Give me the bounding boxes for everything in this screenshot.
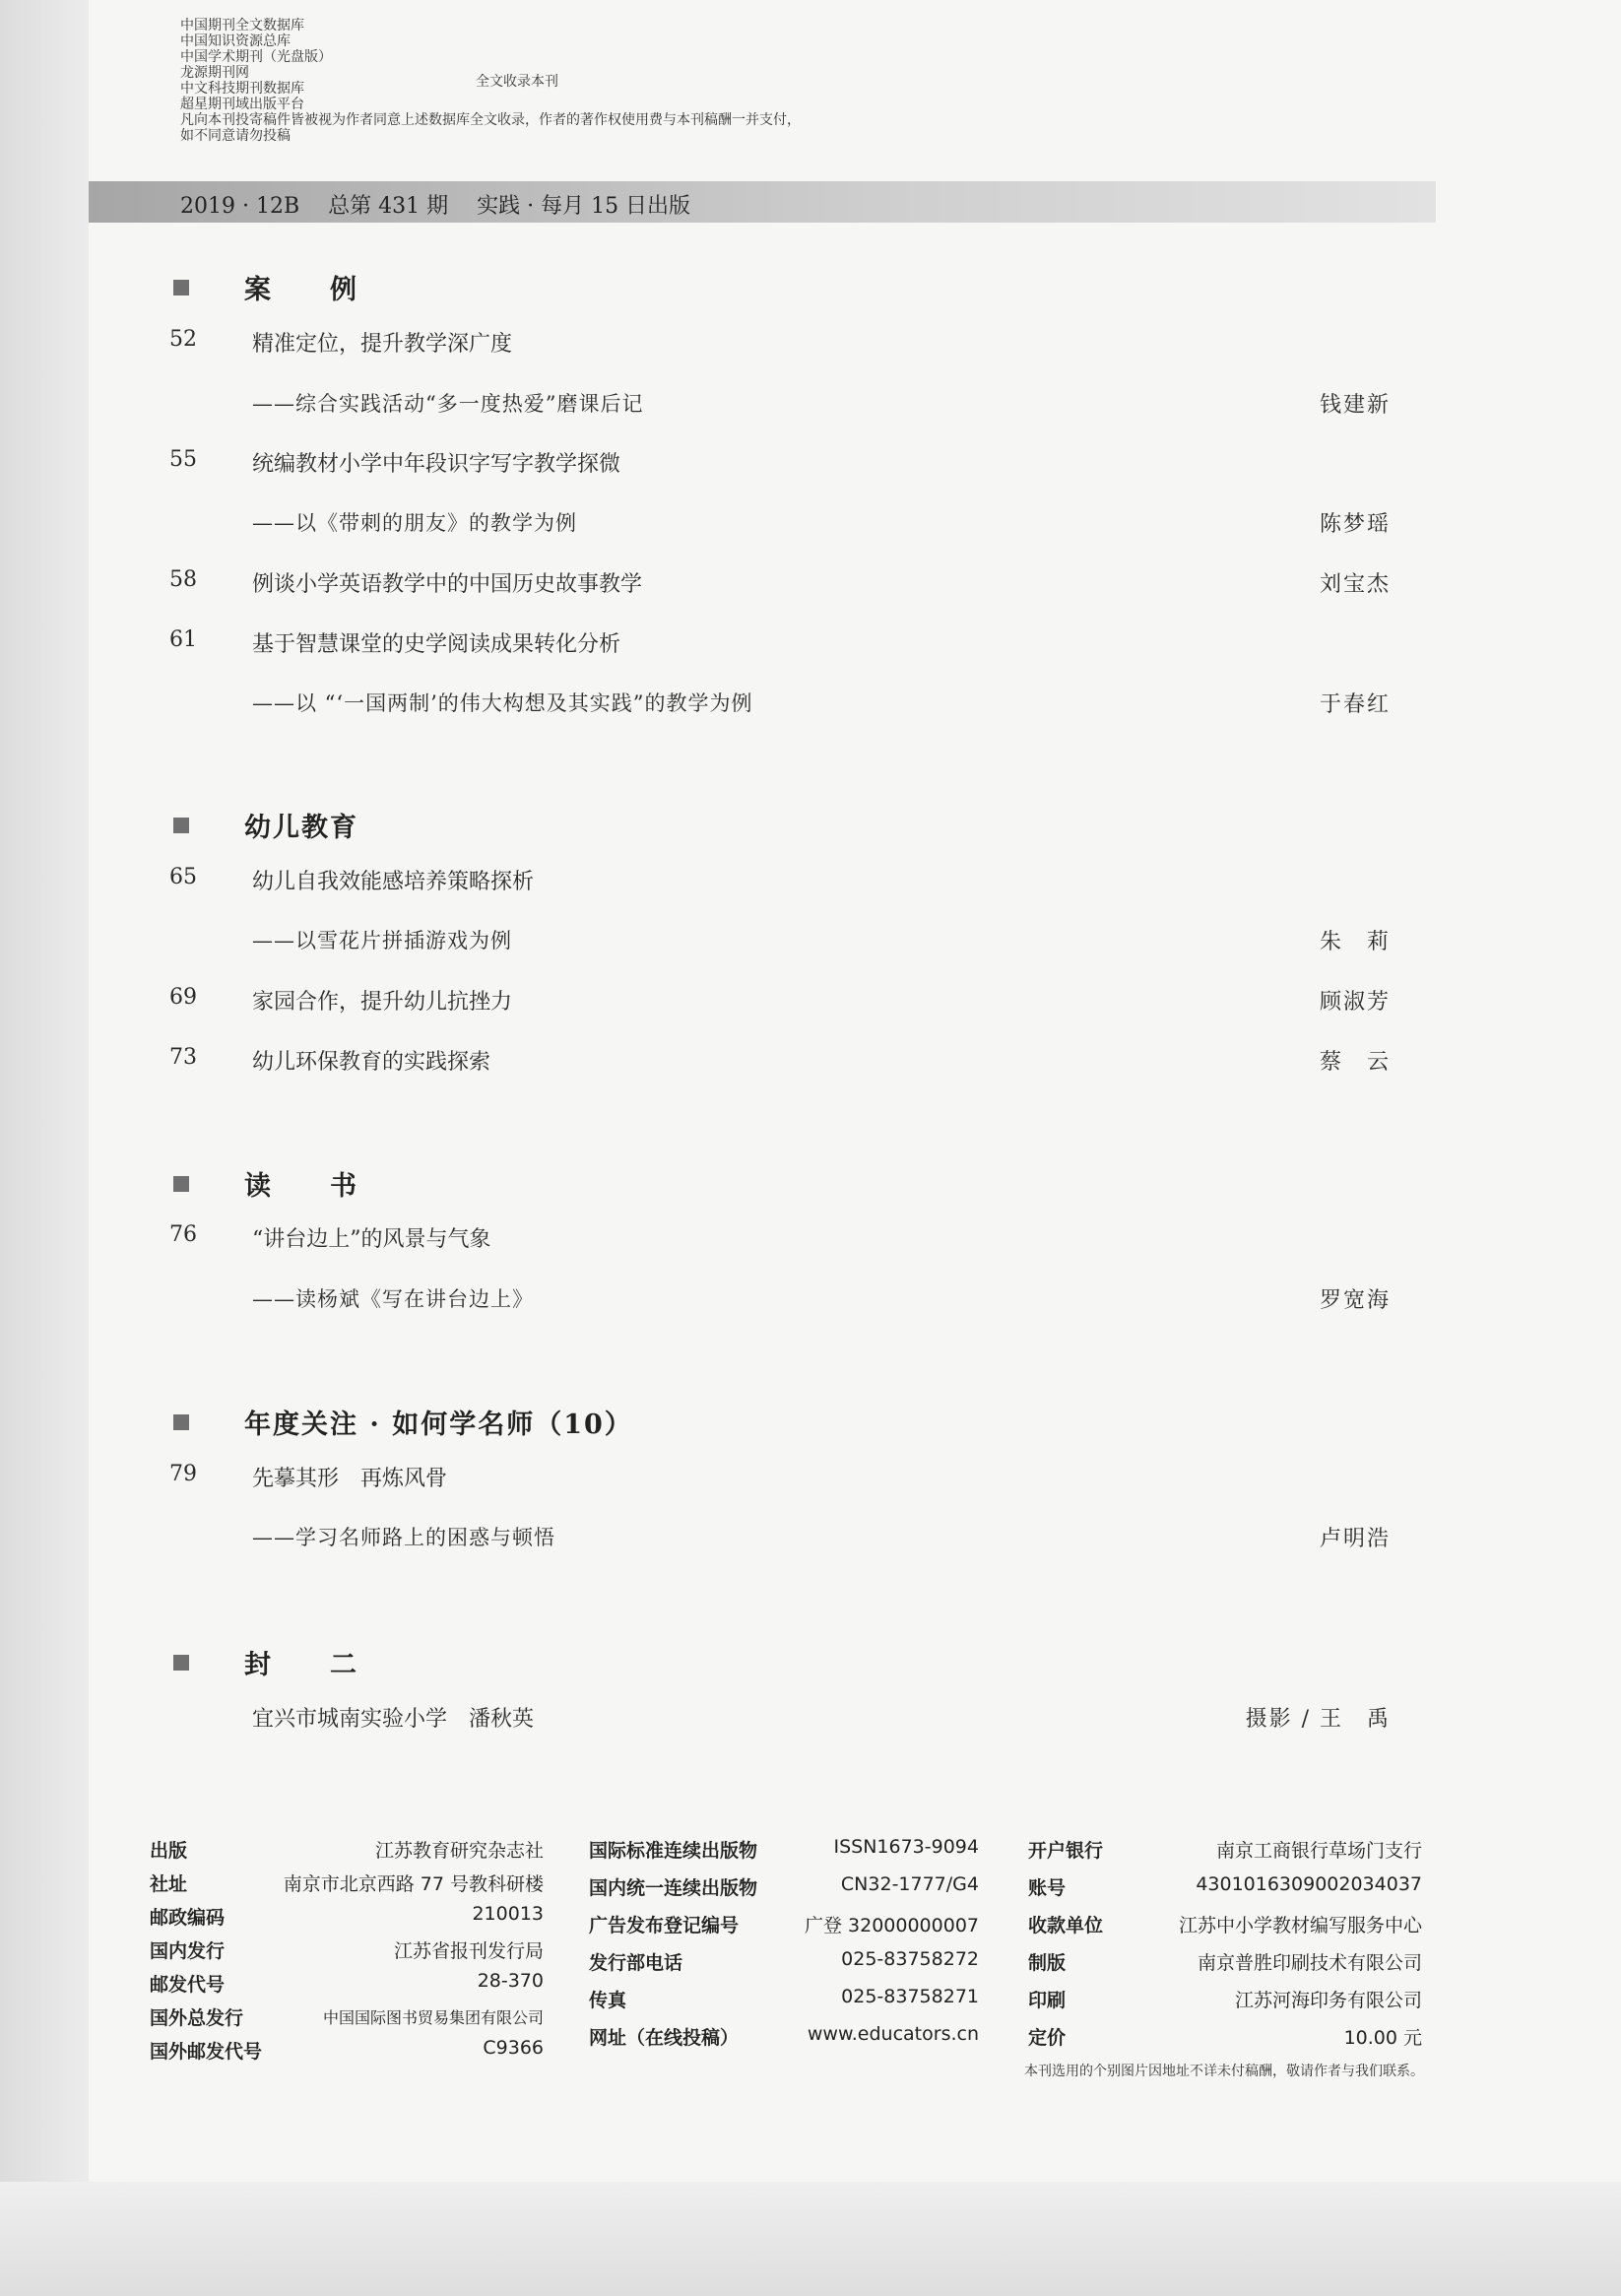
info-row [589,1986,979,2012]
info-label: 邮发代号 [150,1974,226,1996]
database-item: 龙源期刊网 [180,65,249,81]
info-value: 025-83758271 [841,1986,979,2007]
database-item: 超星期刊域出版平台 [180,97,304,112]
article-author: 刘宝杰 [1319,572,1391,597]
info-label: 账号 [1028,1877,1067,1899]
info-row [589,1911,979,1937]
toc-subtitle-row [169,1522,1391,1553]
article-subtitle: ——以《带刺的朋友》的教学为例 [252,511,577,535]
photographer: 摄影 / 王 禹 [1245,1707,1391,1732]
toc-entry[interactable] [169,627,1391,659]
info-label: 国外总发行 [150,2007,244,2029]
info-value: 南京市北京西路 77 号教科研楼 [283,1873,544,1895]
info-value: 广登 32000000007 [804,1915,979,1936]
toc-entry[interactable] [169,865,1391,896]
database-notice: 凡向本刊投寄稿件皆被视为作者同意上述数据库全文收录，作者的著作权使用费与本刊稿酬一并支付， [180,112,801,128]
info-label: 国外邮发代号 [150,2041,263,2063]
article-author: 朱 莉 [1319,930,1391,954]
database-item: 中国学术期刊（光盘版） [180,49,332,65]
info-row [1028,1986,1422,2012]
issue-info: 2019 · 12B 总第 431 期 实践 · 每月 15 日出版 [180,194,691,219]
article-title: 例谈小学英语教学中的中国历史故事教学 [252,572,643,597]
info-value: ISSN1673-9094 [833,1836,979,1858]
info-label: 社址 [150,1873,188,1895]
info-value: C9366 [483,2037,544,2059]
page-number: 52 [169,327,197,352]
info-label: 制版 [1028,1952,1067,1974]
article-title: 幼儿自我效能感培养策略探析 [252,870,535,894]
page-number: 79 [169,1462,197,1486]
info-label: 开户银行 [1028,1840,1104,1862]
info-row [1028,2023,1422,2050]
info-row [589,2023,979,2050]
page-number: 73 [169,1045,197,1070]
info-label: 国际标准连续出版物 [589,1840,758,1862]
page-number: 58 [169,567,197,592]
section-square-icon [173,1176,189,1192]
info-row [1028,1873,1422,1900]
article-subtitle: ——以 “‘一国两制’的伟大构想及其实践”的教学为例 [252,691,753,715]
section-title: 读 书 [244,1171,358,1202]
section-title: 年度关注 · 如何学名师（10） [244,1410,633,1440]
info-value: CN32-1777/G4 [840,1873,979,1895]
info-value: 江苏中小学教材编写服务中心 [1178,1915,1422,1936]
section-square-icon [173,1655,189,1671]
database-item: 中国期刊全文数据库 [180,18,304,33]
info-value: 南京工商银行草场门支行 [1215,1840,1422,1862]
footer-note: 本刊选用的个别图片因地址不详未付稿酬，敬请作者与我们联系。 [1024,2064,1424,2079]
info-label: 定价 [1028,2027,1067,2049]
info-label: 国内发行 [150,1940,226,1962]
page-number: 55 [169,447,197,472]
article-author: 钱建新 [1319,393,1391,418]
info-label: 广告发布登记编号 [589,1915,740,1936]
info-label: 印刷 [1028,1990,1067,2011]
info-row [589,1873,979,1900]
page-number: 76 [169,1222,197,1247]
section-title: 案 例 [244,275,358,305]
article-subtitle: ——综合实践活动“多一度热爱”磨课后记 [252,392,644,416]
info-value: 中国国际图书贸易集团有限公司 [322,2008,544,2027]
info-row [150,2003,544,2030]
section-square-icon [173,280,189,295]
info-row [1028,1911,1422,1937]
section-title: 幼儿教育 [244,813,358,843]
section-header [173,806,358,844]
toc-entry[interactable] [169,447,1391,479]
toc-entry[interactable] [169,1702,1391,1734]
article-title: 先摹其形 再炼风骨 [252,1467,448,1491]
database-item: 中国知识资源总库 [180,33,291,49]
info-value: 28-370 [477,1970,544,1992]
article-author: 陈梦瑶 [1319,512,1391,537]
info-label: 收款单位 [1028,1915,1104,1936]
article-subtitle: ——以雪花片拼插游戏为例 [252,929,512,952]
article-author: 罗宽海 [1319,1288,1391,1313]
toc-entry[interactable] [169,567,1391,599]
info-label: 出版 [150,1840,188,1862]
article-title: 家园合作，提升幼儿抗挫力 [252,990,513,1015]
section-square-icon [173,818,189,833]
info-row [150,1903,544,1930]
section-title: 封 二 [244,1650,358,1680]
database-item: 中文科技期刊数据库 [180,81,304,97]
info-row [150,2037,544,2064]
info-value: 江苏省报刊发行局 [393,1940,544,1962]
toc-entry[interactable] [169,1045,1391,1077]
info-label: 传真 [589,1990,627,2011]
toc-subtitle-row [169,688,1391,719]
article-title: 幼儿环保教育的实践探索 [252,1050,491,1075]
page-number: 69 [169,985,197,1010]
info-value: 南京普胜印刷技术有限公司 [1197,1952,1422,1974]
info-value: 江苏教育研究杂志社 [374,1840,544,1862]
info-row [150,1970,544,1997]
info-row [150,1870,544,1896]
info-label: 邮政编码 [150,1907,226,1929]
database-notice: 如不同意请勿投稿 [180,128,291,144]
article-title: “讲台边上”的风景与气象 [252,1227,491,1252]
info-value: 10.00 元 [1343,2027,1422,2049]
info-row [150,1836,544,1863]
article-author: 于春红 [1319,692,1391,717]
toc-entry[interactable] [169,327,1391,359]
article-title: 统编教材小学中年段识字写字教学探微 [252,452,621,477]
info-row [589,1836,979,1863]
info-value: 210013 [472,1903,544,1925]
toc-entry[interactable] [169,985,1391,1017]
info-label: 国内统一连续出版物 [589,1877,758,1899]
article-author: 卢明浩 [1319,1527,1391,1551]
info-row [150,1936,544,1963]
page-fold-shadow [0,0,89,2296]
full-text-tag: 全文收录本刊 [476,74,558,90]
page-number: 65 [169,865,197,889]
info-row [1028,1948,1422,1975]
info-row [589,1948,979,1975]
toc-subtitle-row [169,507,1391,539]
section-header [173,1164,358,1203]
scan-bottom-margin [0,2182,1621,2296]
article-subtitle: ——读杨斌《写在讲台边上》 [252,1287,534,1311]
cover-credit: 宜兴市城南实验小学 潘秋英 [252,1707,535,1732]
article-author: 蔡 云 [1319,1050,1391,1075]
info-label: 网址（在线投稿） [589,2027,740,2049]
section-header [173,1403,633,1441]
article-author: 顾淑芳 [1319,990,1391,1015]
section-header [173,1643,358,1681]
website-link[interactable]: www.educators.cn [807,2023,979,2045]
page-number: 61 [169,627,197,652]
info-value: 4301016309002034037 [1196,1873,1422,1895]
info-value: 江苏河海印务有限公司 [1234,1990,1422,2011]
article-title: 精准定位，提升教学深广度 [252,332,513,357]
toc-entry[interactable] [169,1222,1391,1254]
toc-entry[interactable] [169,1462,1391,1493]
toc-subtitle-row [169,925,1391,956]
article-subtitle: ——学习名师路上的困惑与顿悟 [252,1526,555,1549]
toc-subtitle-row [169,388,1391,420]
info-row [1028,1836,1422,1863]
info-value: 025-83758272 [841,1948,979,1970]
article-title: 基于智慧课堂的史学阅读成果转化分析 [252,632,621,657]
section-header [173,268,358,306]
info-label: 发行部电话 [589,1952,683,1974]
toc-subtitle-row [169,1283,1391,1315]
section-square-icon [173,1414,189,1430]
